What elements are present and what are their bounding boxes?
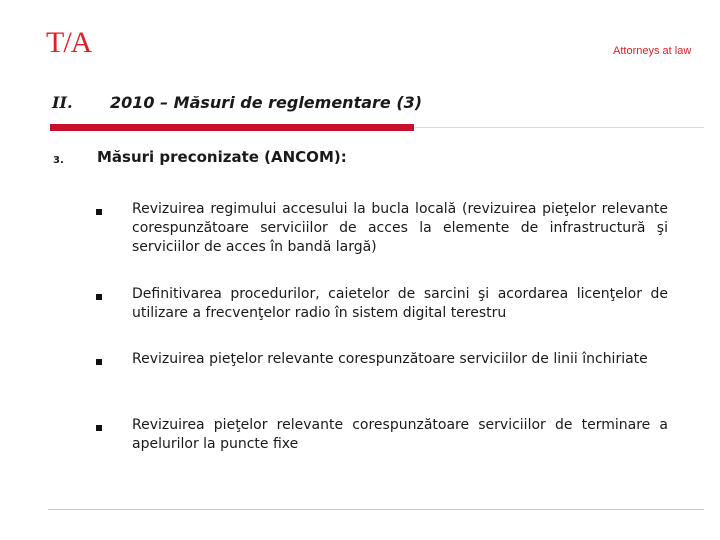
- title-underline-bar: [50, 124, 414, 131]
- square-bullet-icon: [96, 425, 102, 431]
- bullet-text: Definitivarea procedurilor, caietelor de sarcini şi acordarea licenţelor de utilizare a frecvenţelor radio în sistem digital terestru: [132, 286, 668, 321]
- title-underline-rule: [414, 127, 704, 128]
- slide-title: 2010 – Măsuri de reglementare (3): [110, 93, 423, 112]
- footer-divider: [48, 509, 704, 510]
- bullet-text: Revizuirea pieţelor relevante corespunzătoare serviciilor de terminare a apelurilor la puncte fixe: [132, 417, 668, 452]
- firm-logo: T/A: [46, 26, 92, 59]
- square-bullet-icon: [96, 359, 102, 365]
- section-number: II.: [52, 93, 73, 112]
- subsection-title: Măsuri preconizate (ANCOM):: [97, 148, 347, 166]
- square-bullet-icon: [96, 209, 102, 215]
- bullet-text: Revizuirea pieţelor relevante corespunzătoare serviciilor de linii închiriate: [132, 351, 648, 367]
- bullet-text: Revizuirea regimului accesului la bucla locală (revizuirea pieţelor relevante corespunzătoare serviciilor de acces la elemente de infrastructură şi serviciilor de acces în bandă largă): [132, 201, 668, 255]
- firm-tagline: Attorneys at law: [613, 45, 692, 57]
- subsection-number: 3.: [53, 155, 64, 166]
- square-bullet-icon: [96, 294, 102, 300]
